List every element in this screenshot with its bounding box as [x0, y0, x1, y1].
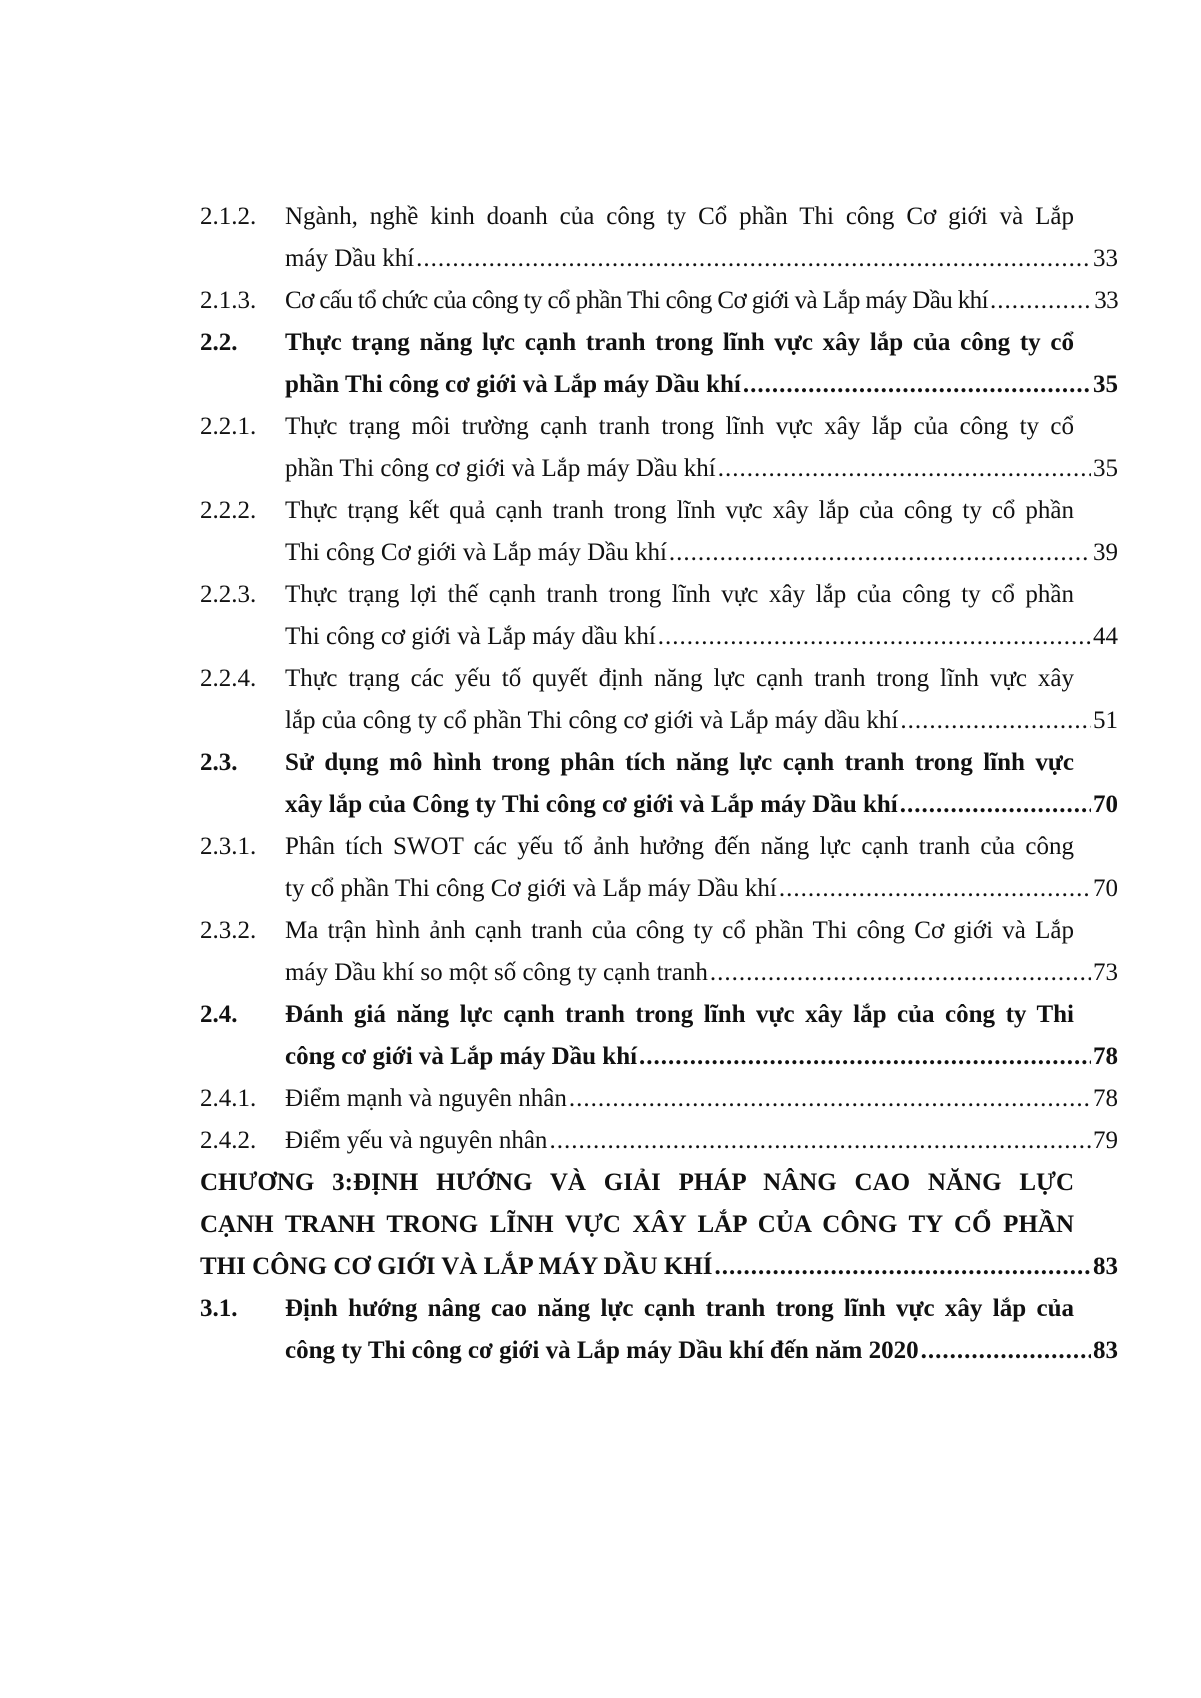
toc-page-number: 39: [1093, 539, 1118, 566]
toc-entry-text-line-1: Điểm yếu và nguyên nhân: [285, 1127, 548, 1154]
dot-leader: [639, 1036, 1091, 1078]
toc-entry-text-line-1: Thực trạng lợi thế cạnh tranh trong lĩnh vực xây lắp của công ty cổ phần: [285, 581, 1074, 608]
toc-entry-text-line-2: lắp của công ty cổ phần Thi công cơ giới và Lắp máy dầu khí: [285, 707, 899, 734]
toc-entry-number: 2.4.2.: [200, 1127, 257, 1154]
toc-chapter-3[interactable]: [200, 1162, 1118, 1288]
toc-entry-2-3[interactable]: [200, 742, 1118, 826]
toc-entry-number: 2.2.3.: [200, 581, 257, 608]
toc-entry-text-line-1: Thực trạng năng lực cạnh tranh trong lĩnh vực xây lắp của công ty cổ: [285, 329, 1074, 356]
toc-entry-text-line-1: Sử dụng mô hình trong phân tích năng lực cạnh tranh trong lĩnh vực: [285, 749, 1074, 776]
toc-chapter-text-line-2: CẠNH TRANH TRONG LĨNH VỰC XÂY LẮP CỦA CÔNG TY CỔ PHẦN: [200, 1211, 1074, 1238]
toc-entry-number: 2.2.2.: [200, 497, 257, 524]
dot-leader: [416, 238, 1091, 280]
toc-entry-text-line-2: máy Dầu khí so một số công ty cạnh tranh: [285, 959, 708, 986]
toc-entry-2-4-1[interactable]: [200, 1078, 1118, 1120]
dot-leader: [669, 532, 1091, 574]
toc-entry-text-line-1: Phân tích SWOT các yếu tố ảnh hưởng đến năng lực cạnh tranh của công: [285, 833, 1074, 860]
toc-entry-text-line-1: Đánh giá năng lực cạnh tranh trong lĩnh vực xây lắp của công ty Thi: [285, 1001, 1074, 1028]
dot-leader: [990, 280, 1092, 322]
dot-leader: [900, 700, 1091, 742]
dot-leader: [900, 784, 1091, 826]
toc-entry-number: 2.1.3.: [200, 287, 257, 314]
dot-leader: [549, 1120, 1091, 1162]
toc-entry-2-2-3[interactable]: [200, 574, 1118, 658]
toc-page-number: 78: [1093, 1043, 1118, 1070]
toc-entry-number: 2.4.1.: [200, 1085, 257, 1112]
toc-entry-3-1[interactable]: [200, 1288, 1118, 1372]
toc-entry-text-line-2: công cơ giới và Lắp máy Dầu khí: [285, 1043, 638, 1070]
toc-page-number: 33: [1093, 245, 1118, 272]
dot-leader: [658, 616, 1091, 658]
toc-entry-2-4-2[interactable]: [200, 1120, 1118, 1162]
toc-chapter-text-line-1: CHƯƠNG 3:ĐỊNH HƯỚNG VÀ GIẢI PHÁP NÂNG CAO NĂNG LỰC: [200, 1169, 1074, 1196]
toc-entry-number: 2.2.4.: [200, 665, 257, 692]
toc-entry-text-line-1: Thực trạng kết quả cạnh tranh trong lĩnh vực xây lắp của công ty cổ phần: [285, 497, 1074, 524]
toc-entry-number: 2.3.2.: [200, 917, 257, 944]
toc-entry-text-line-2: máy Dầu khí: [285, 245, 415, 272]
toc-entry-text-line-2: xây lắp của Công ty Thi công cơ giới và Lắp máy Dầu khí: [285, 791, 898, 818]
toc-entry-text-line-1: Thực trạng môi trường cạnh tranh trong lĩnh vực xây lắp của công ty cổ: [285, 413, 1074, 440]
toc-entry-2-3-1[interactable]: [200, 826, 1118, 910]
toc-page-number: 44: [1093, 623, 1118, 650]
toc-entry-text-line-2: công ty Thi công cơ giới và Lắp máy Dầu khí đến năm 2020: [285, 1337, 919, 1364]
toc-entry-number: 2.2.: [200, 329, 238, 356]
toc-entry-text-line-1: Điểm mạnh và nguyên nhân: [285, 1085, 567, 1112]
toc-entry-number: 2.2.1.: [200, 413, 257, 440]
toc-chapter-text-line-3: THI CÔNG CƠ GIỚI VÀ LẮP MÁY DẦU KHÍ: [200, 1253, 713, 1280]
toc-entry-2-2-2[interactable]: [200, 490, 1118, 574]
toc-entry-text-line-1: Định hướng nâng cao năng lực cạnh tranh trong lĩnh vực xây lắp của: [285, 1295, 1074, 1322]
toc-entry-number: 2.1.2.: [200, 203, 257, 230]
toc-page-number: 70: [1093, 791, 1118, 818]
dot-leader: [710, 952, 1091, 994]
toc-entry-text-line-2: Thi công cơ giới và Lắp máy dầu khí: [285, 623, 656, 650]
dot-leader: [743, 364, 1091, 406]
toc-entry-number: 2.3.1.: [200, 833, 257, 860]
toc-page-number: 70: [1093, 875, 1118, 902]
toc-page-number: 83: [1093, 1337, 1118, 1364]
dot-leader: [569, 1078, 1091, 1120]
toc-page-number: 51: [1093, 707, 1118, 734]
toc-page-number: 35: [1093, 455, 1118, 482]
dot-leader: [715, 1246, 1091, 1288]
toc-entry-2-1-3[interactable]: [200, 280, 1118, 322]
toc-entry-number: 3.1.: [200, 1295, 238, 1322]
toc-entry-2-2-4[interactable]: [200, 658, 1118, 742]
toc-entry-text-line-2: phần Thi công cơ giới và Lắp máy Dầu khí: [285, 455, 716, 482]
toc-entry-number: 2.4.: [200, 1001, 238, 1028]
toc-entry-2-1-2[interactable]: [200, 196, 1118, 280]
toc-entry-text-line-1: Ma trận hình ảnh cạnh tranh của công ty cổ phần Thi công Cơ giới và Lắp: [285, 917, 1074, 944]
toc-entry-number: 2.3.: [200, 749, 238, 776]
dot-leader: [779, 868, 1091, 910]
toc-page-number: 73: [1093, 959, 1118, 986]
toc-entry-text-line-1: Thực trạng các yếu tố quyết định năng lực cạnh tranh trong lĩnh vực xây: [285, 665, 1074, 692]
toc-page-number: 83: [1093, 1253, 1118, 1280]
toc-entry-2-2[interactable]: [200, 322, 1118, 406]
toc-entry-text-line-1: Ngành, nghề kinh doanh của công ty Cổ phần Thi công Cơ giới và Lắp: [285, 203, 1074, 230]
toc-entry-text-line-2: ty cổ phần Thi công Cơ giới và Lắp máy Dầu khí: [285, 875, 777, 902]
toc-page-number: 78: [1093, 1085, 1118, 1112]
toc-entry-text-line-1: Cơ cấu tổ chức của công ty cổ phần Thi công Cơ giới và Lắp máy Dầu khí: [285, 287, 988, 314]
table-of-contents: [200, 196, 1118, 1372]
toc-entry-2-4[interactable]: [200, 994, 1118, 1078]
toc-entry-text-line-2: phần Thi công cơ giới và Lắp máy Dầu khí: [285, 371, 741, 398]
toc-entry-text-line-2: Thi công Cơ giới và Lắp máy Dầu khí: [285, 539, 667, 566]
dot-leader: [921, 1330, 1091, 1372]
toc-page-number: 79: [1093, 1127, 1118, 1154]
toc-page-number: 35: [1093, 371, 1118, 398]
toc-entry-2-3-2[interactable]: [200, 910, 1118, 994]
toc-page-number: 33: [1094, 287, 1118, 314]
toc-entry-2-2-1[interactable]: [200, 406, 1118, 490]
dot-leader: [718, 448, 1091, 490]
